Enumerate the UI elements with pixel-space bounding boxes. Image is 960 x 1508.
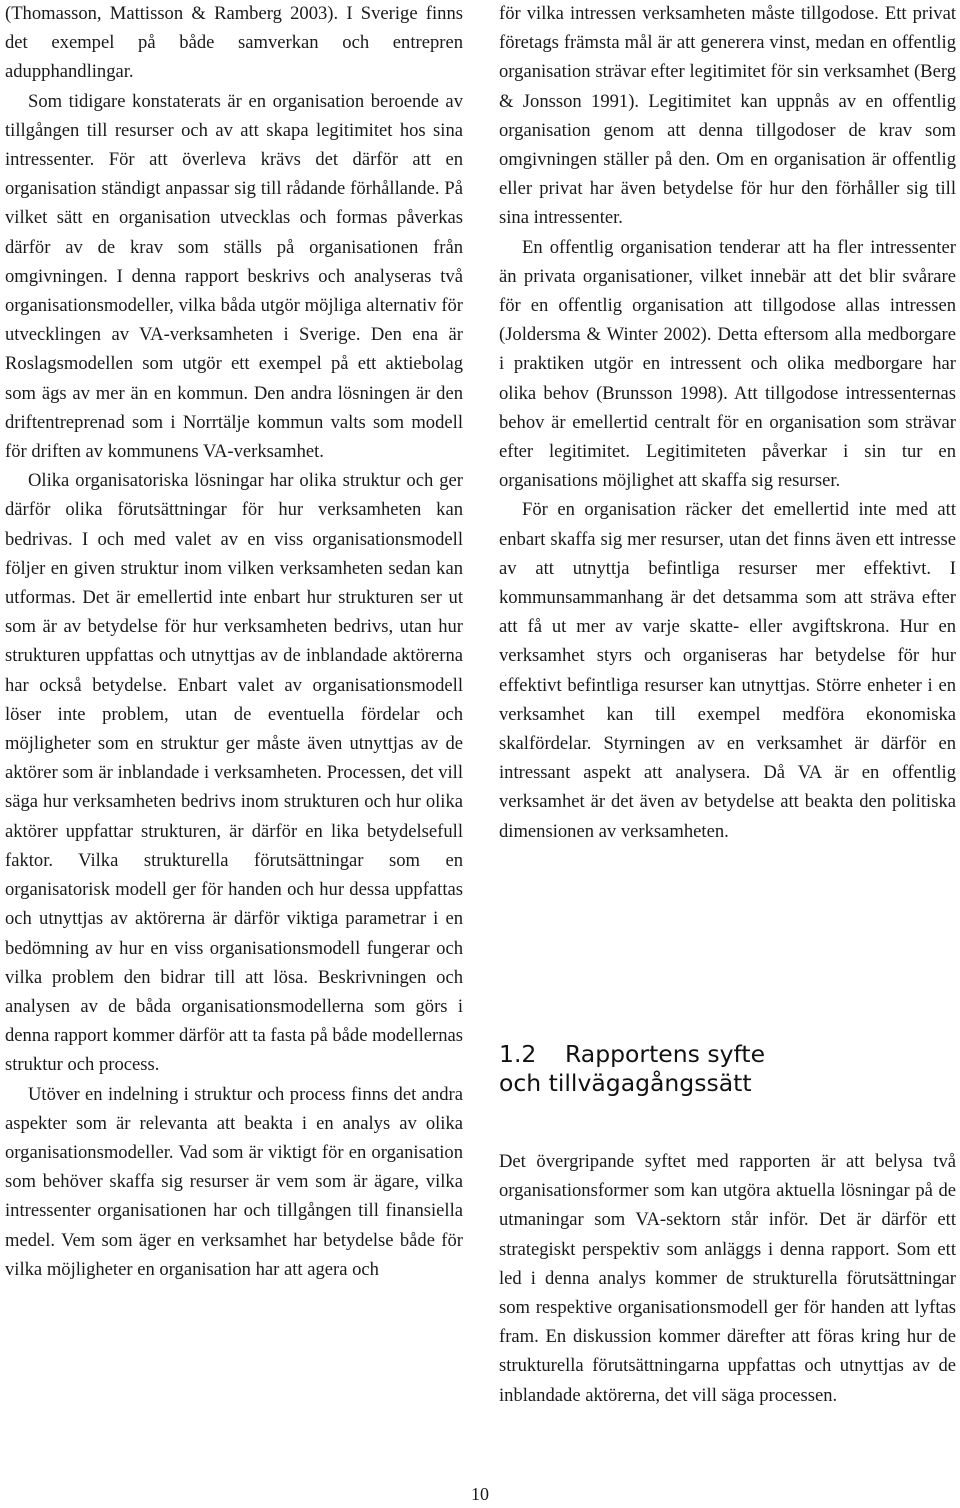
right-paragraph-1: för vilka intressen verksamheten måste tillgodose. Ett privat företags främsta mål är att generera vinst, medan en offentlig organisation strävar efter legitimitet för sin verksamhet (Berg & Jonsson 1991). Legitimitet kan uppnås av en offentlig organisation genom att denna tillgodoser de krav som omgivningen ställer på den. Om en organisation är offentlig eller privat har även betydelse för hur den förhåller sig till sina intressenter. xyxy=(499,3,956,229)
section-number: 1.2 xyxy=(499,1040,537,1068)
section-paragraph: Det övergripande syftet med rapporten är att belysa två organisationsformer som kan utgöra aktuella lösningar på de utmaningar som VA-sektorn står inför. Det är därför ett strategiskt perspektiv som anläggs i denna rapport. Som ett led i denna analys kommer de strukturella förutsättningar som respektive organisationsmodell ger för handen att lyftas fram. En diskussion kommer därefter att föras kring hur de strukturella förutsättningarna uppfattas och utnyttjas av de inblandade aktörerna, det vill säga processen. xyxy=(499,1151,956,1406)
section-title-line1: Rapportens syfte xyxy=(565,1040,766,1068)
section-body xyxy=(499,1147,956,1410)
section-heading xyxy=(499,1040,919,1098)
left-paragraph-2: Som tidigare konstaterats är en organisation beroende av tillgången till resurser och av att skapa legitimitet hos sina intressenter. För att överleva krävs det därför att en organisation ständigt anpassar sig till rådande förhållande. På vilket sätt en organisation utvecklas och formas påverkas därför av de krav som ställs på organisationen från omgivningen. I denna rapport beskrivs och analyseras två organisationsmodeller, vilka båda utgör möjliga alternativ för utvecklingen av VA-verksamheten i Sverige. Den ena är Roslagsmodellen som utgör ett exempel på ett aktiebolag som ägs av mer än en kommun. Den andra lösningen är den driftentreprenad som i Norrtälje kommun valts som modell för driften av kommunens VA-verksamhet. xyxy=(5,90,463,463)
left-paragraph-4: Utöver en indelning i struktur och process finns det andra aspekter som är relevanta att beakta i en analys av olika organisationsmodeller. Vad som är viktigt för en organisation som behöver skaffa sig resurser är vem som är ägare, vilka intressenter organisationen har och tillgången till finansiella medel. Vem som äger en verksamhet har betydelse både för vilka möjligheter en organisation har att agera och xyxy=(5,1083,463,1280)
right-paragraph-3: För en organisation räcker det emellertid inte med att enbart skaffa sig mer resurser, utan det finns även ett intresse av att utnyttja befintliga resurser mer effektivt. I kommunsammanhang är det detsamma som att sträva efter att få ut mer av varje skatte- eller avgiftskrona. Hur en verksamhet styrs och organiseras har betydelse för hur effektivt befintliga resurser kan utnyttjas. Större enheter i en verksamhet kan till exempel medföra ekonomiska skalfördelar. Styrningen av en verksamhet är därför en intressant aspekt att analysera. Då VA är en offentlig verksamhet är det även av betydelse att beakta den politiska dimensionen av verksamheten. xyxy=(499,499,956,842)
left-paragraph-3: Olika organisatoriska lösningar har olika struktur och ger därför olika förutsättningar för hur verksamheten kan bedrivas. I och med valet av en viss organisationsmodell följer en given struktur inom vilken verksamheten sedan kan utformas. Det är emellertid inte enbart hur strukturen ser ut som är av betydelse för hur verksamheten bedrivs, utan hur strukturen uppfattas och utnyttjas av de inblandade aktörerna har också betydelse. Enbart valet av organisationsmodell löser inte problem, utan de eventuella fördelar och möjligheter som en struktur ger måste även utnyttjas av de aktörer som är inblandade i verksamheten. Processen, det vill säga hur verksamheten bedrivs inom strukturen och hur olika aktörer uppfattar strukturen, är därför en lika betydelsefull faktor. Vilka strukturella förutsättningar som en organisatorisk modell ger för handen och hur dessa uppfattas och utnyttjas av aktörerna är därför viktiga parametrar i en bedömning av hur en viss organisationsmodell fungerar och vilka problem den bidrar till att lösa. Beskrivningen och analysen av de båda organisationsmodellerna som görs i denna rapport kommer därför att ta fasta på både modellernas struktur och process. xyxy=(5,470,463,1076)
left-paragraph-1: (Thomasson, Mattisson & Ramberg 2003). I Sverige finns det exempel på både samverkan och entrepren adupphandlingar. xyxy=(5,3,463,83)
right-paragraph-2: En offentlig organisation tenderar att ha fler intressenter än privata organisationer, vilket innebär att det blir svårare för en offentlig organisation att tillgodose allas intressen (Joldersma & Winter 2002). Detta eftersom alla medborgare i praktiken utgör en intressent och olika medborgare har olika behov (Brunsson 1998). Att tillgodose intressenternas behov är emellertid centralt för en organisation som strävar efter legitimitet. Legitimiteten påverkar i sin tur en organisations möjlighet att skaffa sig resurser. xyxy=(499,236,956,492)
left-column xyxy=(5,0,463,1284)
page-number: 10 xyxy=(471,1484,489,1504)
right-column xyxy=(499,0,956,846)
section-title-line2: och tillvägagångssätt xyxy=(499,1069,752,1097)
